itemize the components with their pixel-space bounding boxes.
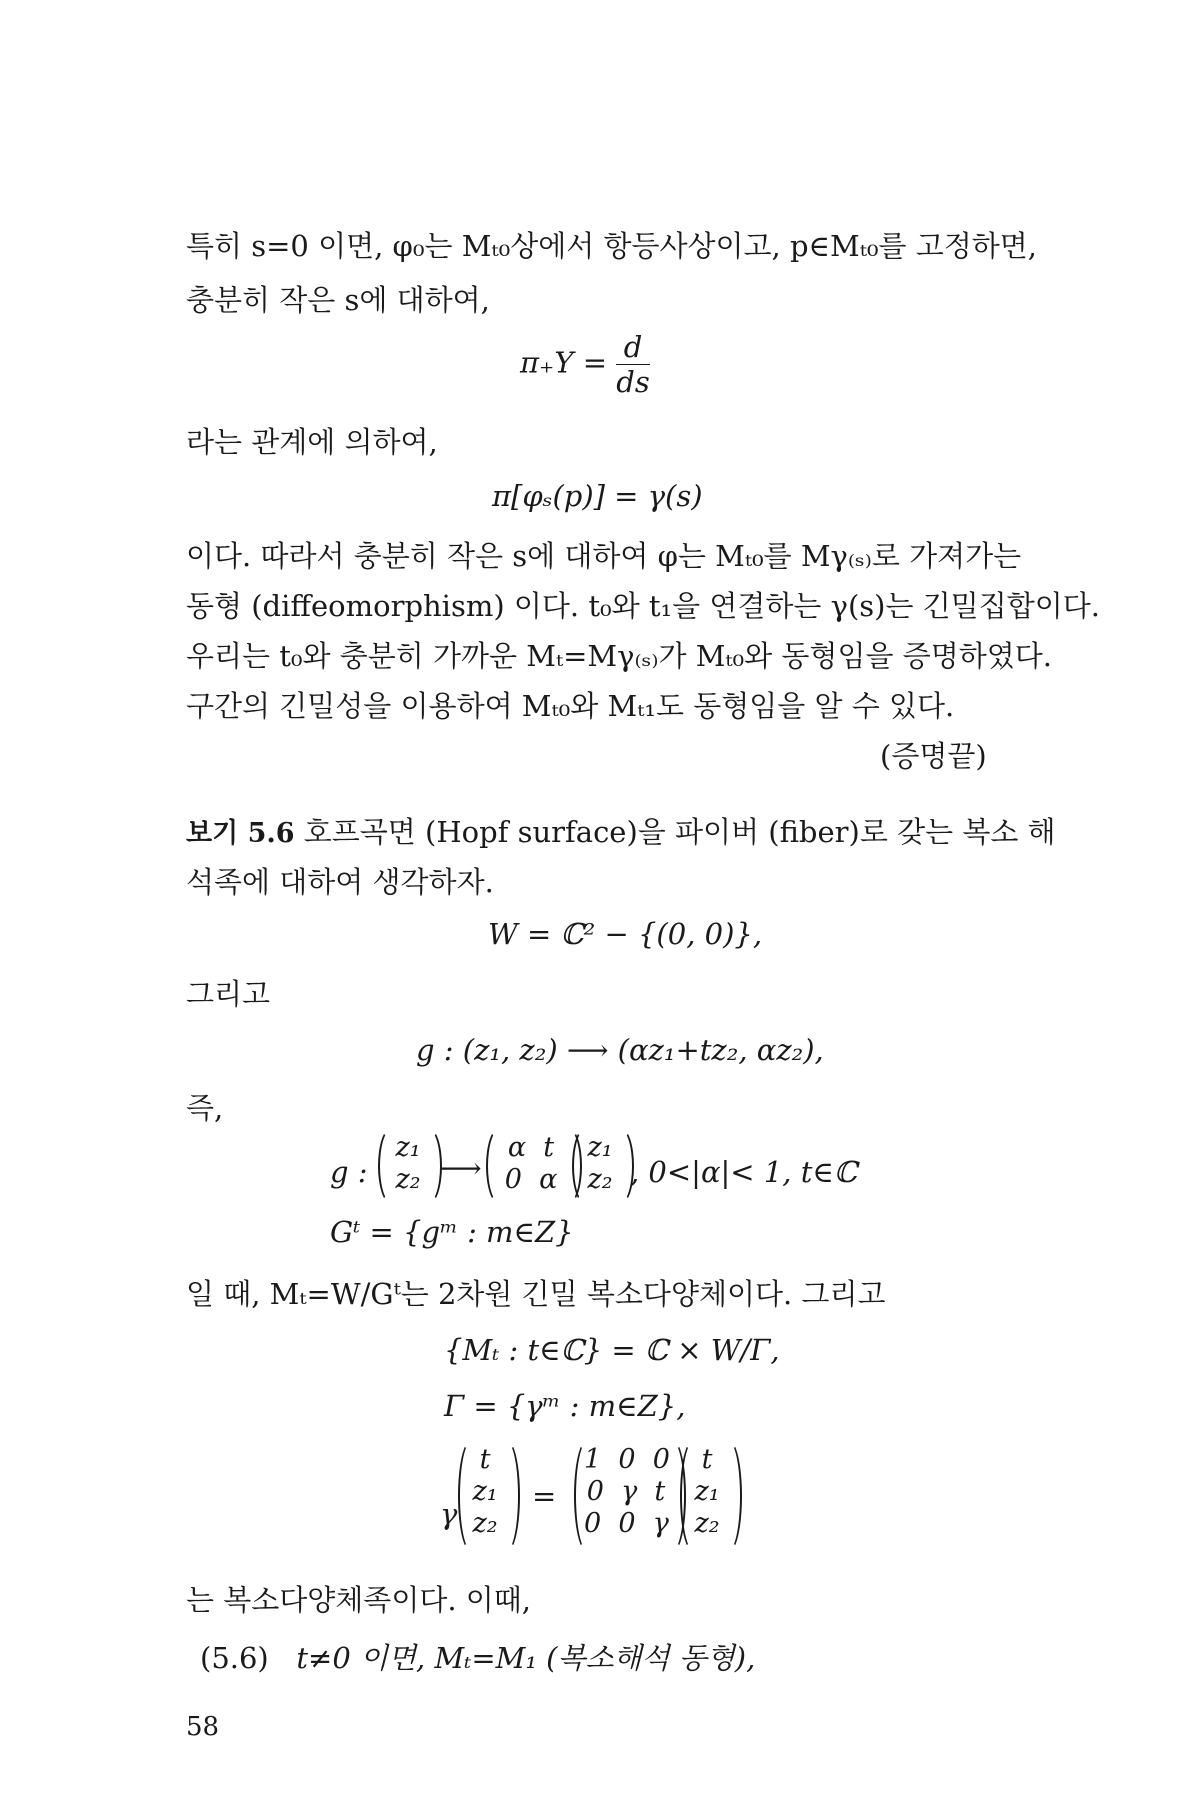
paragraph-line: 라는 관계에 의하여, xyxy=(186,425,438,459)
paragraph-line: 석족에 대하여 생각하자. xyxy=(186,865,494,899)
equation-pi-star xyxy=(520,330,650,399)
paragraph-line: 특히 s=0 이면, φ₀는 Mₜ₀상에서 항등사상이고, p∈Mₜ₀를 고정하면, xyxy=(186,229,1037,263)
paragraph-line: 일 때, Mₜ=W/Gᵗ는 2차원 긴밀 복소다양체이다. 그리고 xyxy=(186,1277,886,1311)
equation-pi-phi: π[φₛ(p)] = γ(s) xyxy=(492,479,703,513)
fraction-denominator: ds xyxy=(616,365,650,399)
vector-3-1: t z₁ z₂ xyxy=(472,1444,498,1539)
example-text: 호프곡면 (Hopf surface)을 파이버 (fiber)로 갖는 복소 해 xyxy=(303,815,1056,849)
eq9-gamma: γ xyxy=(440,1497,458,1531)
paragraph-line: 즉, xyxy=(186,1091,224,1125)
example-line xyxy=(186,808,1056,858)
paragraph-line: 동형 (diffeomorphism) 이다. t₀와 t₁을 연결하는 γ(s)는 긴밀집합이다. xyxy=(186,589,1101,623)
eq5-g: g : xyxy=(330,1155,368,1189)
equation-w: W = ℂ² − {(0, 0)}, xyxy=(488,917,763,951)
page-number: 58 xyxy=(186,1712,220,1742)
equals: = xyxy=(532,1479,557,1513)
paragraph-line: 우리는 t₀와 충분히 가까운 Mₜ=Mγ₍ₛ₎가 Mₜ₀와 동형임을 증명하였다. xyxy=(186,639,1052,673)
vector-3-2: t z₁ z₂ xyxy=(694,1444,720,1539)
matrix-3x3: 1 0 0 0 γ t 0 0 γ xyxy=(584,1444,670,1539)
paragraph-line: 그리고 xyxy=(186,977,271,1011)
paragraph-line: 충분히 작은 s에 대하여, xyxy=(186,283,490,317)
fraction xyxy=(616,330,649,399)
proof-end: (증명끝) xyxy=(880,739,987,773)
equation-line-5-6 xyxy=(200,1634,1040,1682)
right-paren xyxy=(416,1128,442,1204)
paragraph-line: 구간의 긴밀성을 이용하여 Mₜ₀와 Mₜ₁도 동형임을 알 수 있다. xyxy=(186,689,955,723)
equation-number: (5.6) xyxy=(200,1641,269,1675)
equation-family: {Mₜ : t∈ℂ} = ℂ × W/Γ, xyxy=(444,1333,780,1367)
example-label: 보기 5.6 xyxy=(186,818,295,849)
equation-g-group: Gᵗ = {gᵐ : m∈Z} xyxy=(330,1215,574,1249)
equation-g-map: g : (z₁, z₂) ⟶ (αz₁+tz₂, αz₂), xyxy=(416,1033,824,1067)
vector-1: z₁ z₂ xyxy=(395,1132,421,1195)
arrow: ⟶ xyxy=(440,1151,482,1185)
right-paren xyxy=(494,1440,520,1552)
vector-2: z₁ z₂ xyxy=(587,1132,613,1195)
right-paren xyxy=(716,1440,742,1552)
equation-gamma-group: Γ = {γᵐ : m∈Z}, xyxy=(444,1389,686,1423)
equation-lhs: π₊Y = xyxy=(520,345,608,380)
equation-text: t≠0 이면, Mₜ=M₁ (복소해석 동형), xyxy=(296,1641,756,1675)
paragraph-line: 는 복소다양체족이다. 이때, xyxy=(186,1583,532,1617)
fraction-numerator: d xyxy=(616,330,649,365)
paragraph-line: 이다. 따라서 충분히 작은 s에 대하여 φ는 Mₜ₀를 Mγ₍ₛ₎로 가져가는 xyxy=(186,539,1022,573)
eq5-condition: , 0<|α|< 1, t∈ℂ xyxy=(630,1155,857,1189)
matrix-2x2: α t 0 α xyxy=(504,1132,558,1195)
